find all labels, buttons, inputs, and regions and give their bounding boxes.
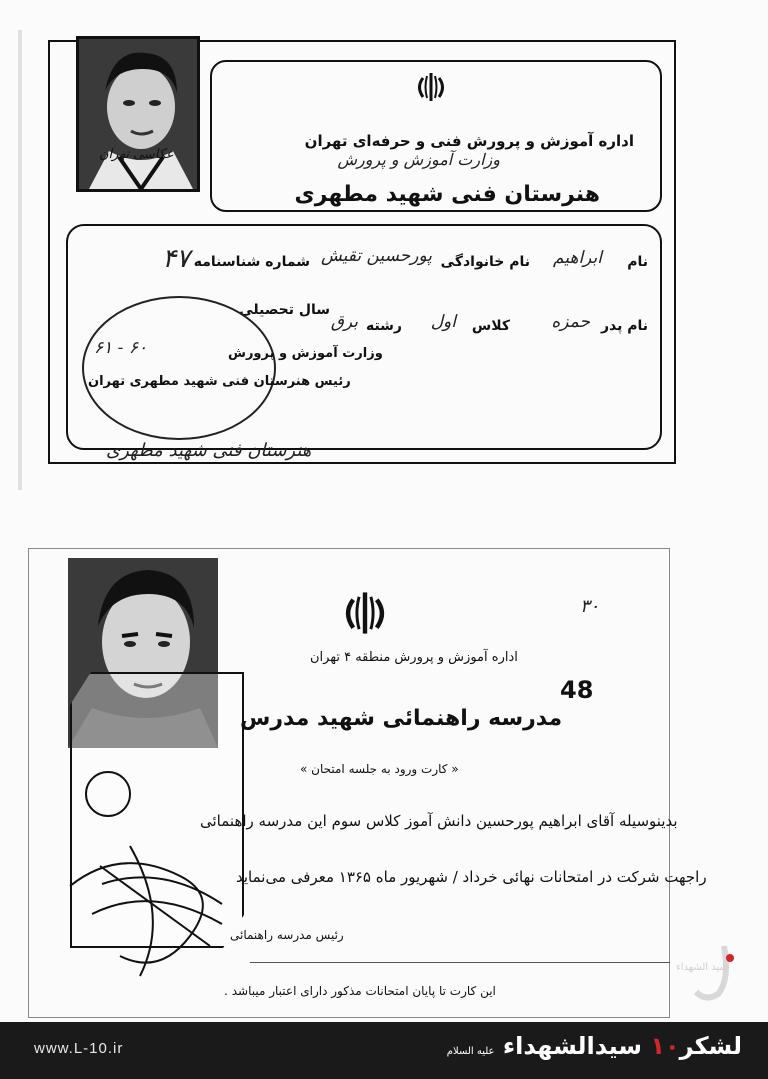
brand-honorific: علیه السلام xyxy=(446,1046,495,1057)
card2-signature-label: رئیس مدرسه راهنمائی xyxy=(230,928,344,942)
photo-stamp-text: عکاسی تهران xyxy=(99,147,174,162)
site-watermark-logo xyxy=(676,940,740,1004)
first-name-label: نام xyxy=(627,254,648,270)
brand-number: ۱۰ xyxy=(650,1032,680,1060)
id-number-label: شماره شناسنامه xyxy=(193,254,310,270)
signature-scribble xyxy=(60,826,260,986)
technical-school-id-card xyxy=(48,40,676,464)
scan-edge xyxy=(18,30,22,490)
brand-suffix: سیدالشهداء xyxy=(502,1032,643,1060)
card1-header xyxy=(210,60,662,212)
card2-body-line-2: راجهت شرکت در امتحانات نهائی خرداد / شهریور ماه ۱۳۶۵ معرفی می‌نماید xyxy=(236,868,707,886)
student-photo-1 xyxy=(76,36,200,192)
class-value: اول xyxy=(430,312,456,332)
corner-handwritten-mark: ۳۰ xyxy=(580,596,600,617)
stamp-line-principal: رئیس هنرستان فنی شهید مطهری تهران xyxy=(88,374,351,389)
watermark-text: سید الشهداء xyxy=(676,962,728,973)
card1-fields xyxy=(66,224,662,450)
brand-prefix: لشکر xyxy=(679,1032,742,1060)
card2-org-line: اداره آموزش و پرورش منطقه ۴ تهران xyxy=(310,650,518,665)
card1-school-name: هنرستان فنی شهید مطهری xyxy=(294,182,600,207)
stamp-line-ministry: وزارت آموزش و پرورش xyxy=(228,346,383,361)
field-label: رشته xyxy=(365,318,402,334)
iran-emblem-icon xyxy=(414,70,448,111)
field-value: برق xyxy=(330,312,358,332)
card-number: 48 xyxy=(560,676,594,704)
card2-school-name: مدرسه راهنمائی شهید مدرس xyxy=(240,706,563,731)
school-stamp xyxy=(82,296,276,440)
class-label: کلاس xyxy=(471,318,510,334)
signature-school-text: هنرستان فنی شهید مطهری xyxy=(106,440,312,461)
site-footer-bar xyxy=(0,1022,768,1079)
family-name-label: نام خانوادگی xyxy=(440,254,530,270)
footer-divider xyxy=(250,962,670,963)
family-name-value: پورحسین تقیش xyxy=(320,246,432,266)
site-brand[interactable] xyxy=(447,1032,742,1060)
father-name-value: حمزه xyxy=(551,312,590,332)
card2-subtitle: « کارت ورود به جلسه امتحان » xyxy=(300,762,459,776)
card2-validity-note: این کارت تا پایان امتحانات مذکور دارای اعتبار میباشد . xyxy=(224,984,496,998)
stamp-number: ۶۰ - ۶۱ xyxy=(94,338,148,358)
site-url-link[interactable]: www.L-10.ir xyxy=(34,1040,124,1057)
father-name-label: نام پدر xyxy=(600,318,648,334)
id-number-value: ۴۷ xyxy=(162,244,190,274)
iran-emblem-icon xyxy=(340,588,390,645)
card1-handwritten-org: وزارت آموزش و پرورش xyxy=(337,150,500,169)
card2-body-line-1: بدینوسیله آقای ابراهیم پورحسین دانش آموز کلاس سوم این مدرسه راهنمائی xyxy=(200,812,678,830)
first-name-value: ابراهیم xyxy=(553,248,602,268)
card1-org-line: اداره آموزش و پرورش فنی و حرفه‌ای تهران xyxy=(304,132,634,150)
school-year-label: سال تحصیلی xyxy=(239,302,330,318)
